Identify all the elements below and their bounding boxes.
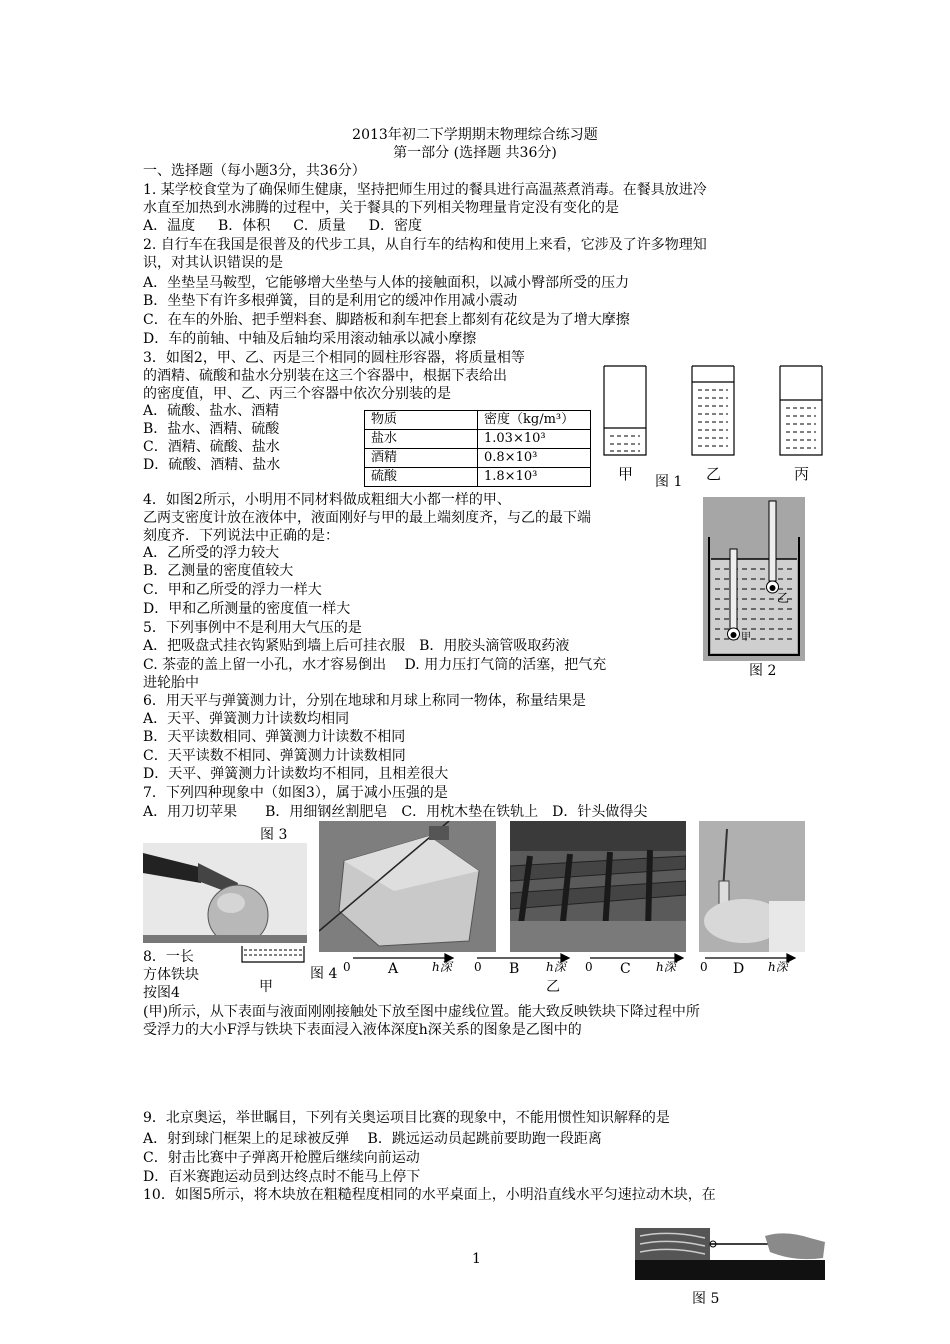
q2-option-b: B．坐垫下有许多根弹簧，目的是利用它的缓冲作用减小震动 (143, 293, 518, 309)
q5-line1: 5．下列事例中不是利用大气压的是 (143, 620, 362, 636)
graph-origin: 0 (700, 960, 708, 974)
fig2-label-yi: 乙 (777, 591, 790, 605)
fig3-caption: 图 3 (260, 827, 288, 843)
q4-option-d: D．甲和乙所测量的密度值一样大 (143, 601, 351, 617)
q4-option-b: B．乙测量的密度值较大 (143, 563, 294, 579)
table-header-row (365, 411, 591, 430)
q3-line3: 的密度值，甲、乙、丙三个容器中依次分别装的是 (143, 386, 451, 402)
table-row (365, 430, 591, 449)
q7-options: A．用刀切苹果 B．用细钢丝割肥皂 C．用枕木垫在铁轨上 D．针头做得尖 (143, 804, 648, 820)
graph-label-d: D (733, 961, 745, 977)
fig4-label-yi: 乙 (546, 979, 560, 995)
figure-5-block-pull (635, 1228, 825, 1280)
q8-line5: 受浮力的大小F浮与铁块下表面浸入液体深度h深关系的图象是乙图中的 (143, 1022, 582, 1038)
q3-option-b: B．盐水、酒精、硫酸 (143, 421, 280, 437)
q8-line2: 方体铁块 (143, 967, 199, 983)
fig2-label-jia: 甲 (741, 632, 751, 643)
q6-option-b: B．天平读数相同、弹簧测力计读数不相同 (143, 729, 406, 745)
graph-origin: 0 (474, 960, 482, 974)
photo-needle (699, 821, 805, 952)
page-title: 2013年初二下学期期末物理综合练习题 (352, 127, 598, 143)
page-subtitle: 第一部分 (选择题 共36分) (393, 145, 557, 161)
fig1-caption: 图 1 (655, 474, 683, 490)
q3-line1: 3．如图2，甲、乙、丙是三个相同的圆柱形容器，将质量相等 (143, 350, 525, 366)
q6-line1: 6．用天平与弹簧测力计，分别在地球和月球上称同一物体，称量结果是 (143, 693, 586, 709)
graph-axis-label: h深 (656, 960, 676, 974)
q9-line1: 9．北京奥运，举世瞩目，下列有关奥运项目比赛的现象中，不能用惯性知识解释的是 (143, 1110, 670, 1126)
q5-tail: 进轮胎中 (143, 675, 199, 691)
q6-option-d: D．天平、弹簧测力计读数均不相同，且相差很大 (143, 766, 449, 782)
graph-label-c: C (620, 961, 631, 977)
graph-origin: 0 (343, 960, 351, 974)
q9-options-ab: A．射到球门框架上的足球被反弹 B．跳远运动员起跳前要助跑一段距离 (143, 1131, 602, 1147)
q3-option-c: C．酒精、硫酸、盐水 (143, 439, 280, 455)
q4-line1: 4．如图2所示，小明用不同材料做成粗细大小都一样的甲、 (143, 492, 511, 508)
fig1-label-jia: 甲 (618, 465, 634, 483)
q2-option-c: C．在车的外胎、把手塑料套、脚踏板和刹车把套上都刻有花纹是为了增大摩擦 (143, 312, 630, 328)
table-cell: 1.8×10³ (478, 468, 591, 487)
fig4-caption: 图 4 (310, 966, 338, 982)
q8-line1: 8．一长 (143, 949, 194, 965)
q2-option-a: A．坐垫呈马鞍型，它能够增大坐垫与人体的接触面积，以减小臀部所受的压力 (143, 275, 630, 291)
q9-option-d: D．百米赛跑运动员到达终点时不能马上停下 (143, 1169, 421, 1185)
q6-option-c: C．天平读数不相同、弹簧测力计读数相同 (143, 748, 406, 764)
section-heading: 一、选择题（每小题3分，共36分） (143, 163, 366, 179)
q3-option-d: D．硫酸、酒精、盐水 (143, 457, 281, 473)
figure-4-vessel (240, 944, 306, 968)
graph-axis-label: h深 (432, 960, 452, 974)
fig1-label-bing: 丙 (794, 465, 810, 483)
graph-label-b: B (509, 961, 520, 977)
page-number: 1 (472, 1251, 481, 1267)
q2-line1: 2. 自行车在我国是很普及的代步工具，从自行车的结构和使用上来看，它涉及了许多物理知 (143, 237, 707, 253)
fig2-caption: 图 2 (749, 663, 777, 679)
q7-line1: 7．下列四种现象中（如图3），属于减小压强的是 (143, 785, 448, 801)
graph-label-a: A (388, 961, 399, 977)
density-table (364, 410, 591, 487)
q10-line1: 10．如图5所示，将木块放在粗糙程度相同的水平桌面上，小明沿直线水平匀速拉动木块，在 (143, 1187, 716, 1203)
q4-line3: 刻度齐．下列说法中正确的是： (143, 528, 339, 544)
table-cell: 1.03×10³ (478, 430, 591, 449)
q1-line2: 水直至加热到水沸腾的过程中，关于餐具的下列相关物理量肯定没有变化的是 (143, 200, 619, 216)
table-cell: 酒精 (365, 449, 478, 468)
fig5-caption: 图 5 (692, 1291, 720, 1307)
q9-option-c: C．射击比赛中子弹离开枪膛后继续向前运动 (143, 1150, 420, 1166)
graph-axis-label: h深 (546, 960, 566, 974)
q1-line1: 1. 某学校食堂为了确保师生健康，坚持把师生用过的餐具进行高温蒸煮消毒。在餐具放进冷 (143, 182, 707, 198)
q4-line2: 乙两支密度计放在液体中，液面刚好与甲的最上端刻度齐，与乙的最下端 (143, 510, 591, 526)
graph-axis-label: h深 (768, 960, 788, 974)
q3-option-a: A．硫酸、盐水、酒精 (143, 403, 280, 419)
photo-knife-apple (143, 843, 307, 943)
table-header-cell: 密度（kg/m³） (478, 411, 591, 430)
fig4-label-jia: 甲 (259, 979, 273, 995)
q4-option-c: C．甲和乙所受的浮力一样大 (143, 582, 322, 598)
fig1-label-yi: 乙 (706, 465, 722, 483)
table-row (365, 468, 591, 487)
table-row (365, 449, 591, 468)
table-cell: 0.8×10³ (478, 449, 591, 468)
q2-option-d: D．车的前轴、中轴及后轴均采用滚动轴承以减小摩擦 (143, 331, 477, 347)
q5-options-cd: C. 茶壶的盖上留一小孔，水才容易倒出 D. 用力压打气筒的活塞，把气充 (143, 657, 607, 673)
photo-wire-soap (319, 821, 496, 952)
photo-railway-sleepers (510, 821, 686, 952)
q2-line2: 识，对其认识错误的是 (143, 255, 283, 271)
q1-options: A．温度 B．体积 C．质量 D．密度 (143, 218, 423, 234)
q5-options-ab: A．把吸盘式挂衣钩紧贴到墙上后可挂衣服 B．用胶头滴管吸取药液 (143, 638, 570, 654)
q4-option-a: A．乙所受的浮力较大 (143, 545, 280, 561)
graph-origin: 0 (585, 960, 593, 974)
table-header-cell: 物质 (365, 411, 478, 430)
q8-line3: 按图4 (143, 985, 180, 1001)
figure-2-hydrometers (703, 497, 805, 661)
q8-line4: (甲)所示，从下表面与液面刚刚接触处下放至图中虚线位置。能大致反映铁块下降过程中所 (143, 1004, 700, 1020)
table-cell: 硫酸 (365, 468, 478, 487)
q6-option-a: A．天平、弹簧测力计读数均相同 (143, 711, 350, 727)
table-cell: 盐水 (365, 430, 478, 449)
q3-line2: 的酒精、硫酸和盐水分别装在这三个容器中，根据下表给出 (143, 368, 507, 384)
